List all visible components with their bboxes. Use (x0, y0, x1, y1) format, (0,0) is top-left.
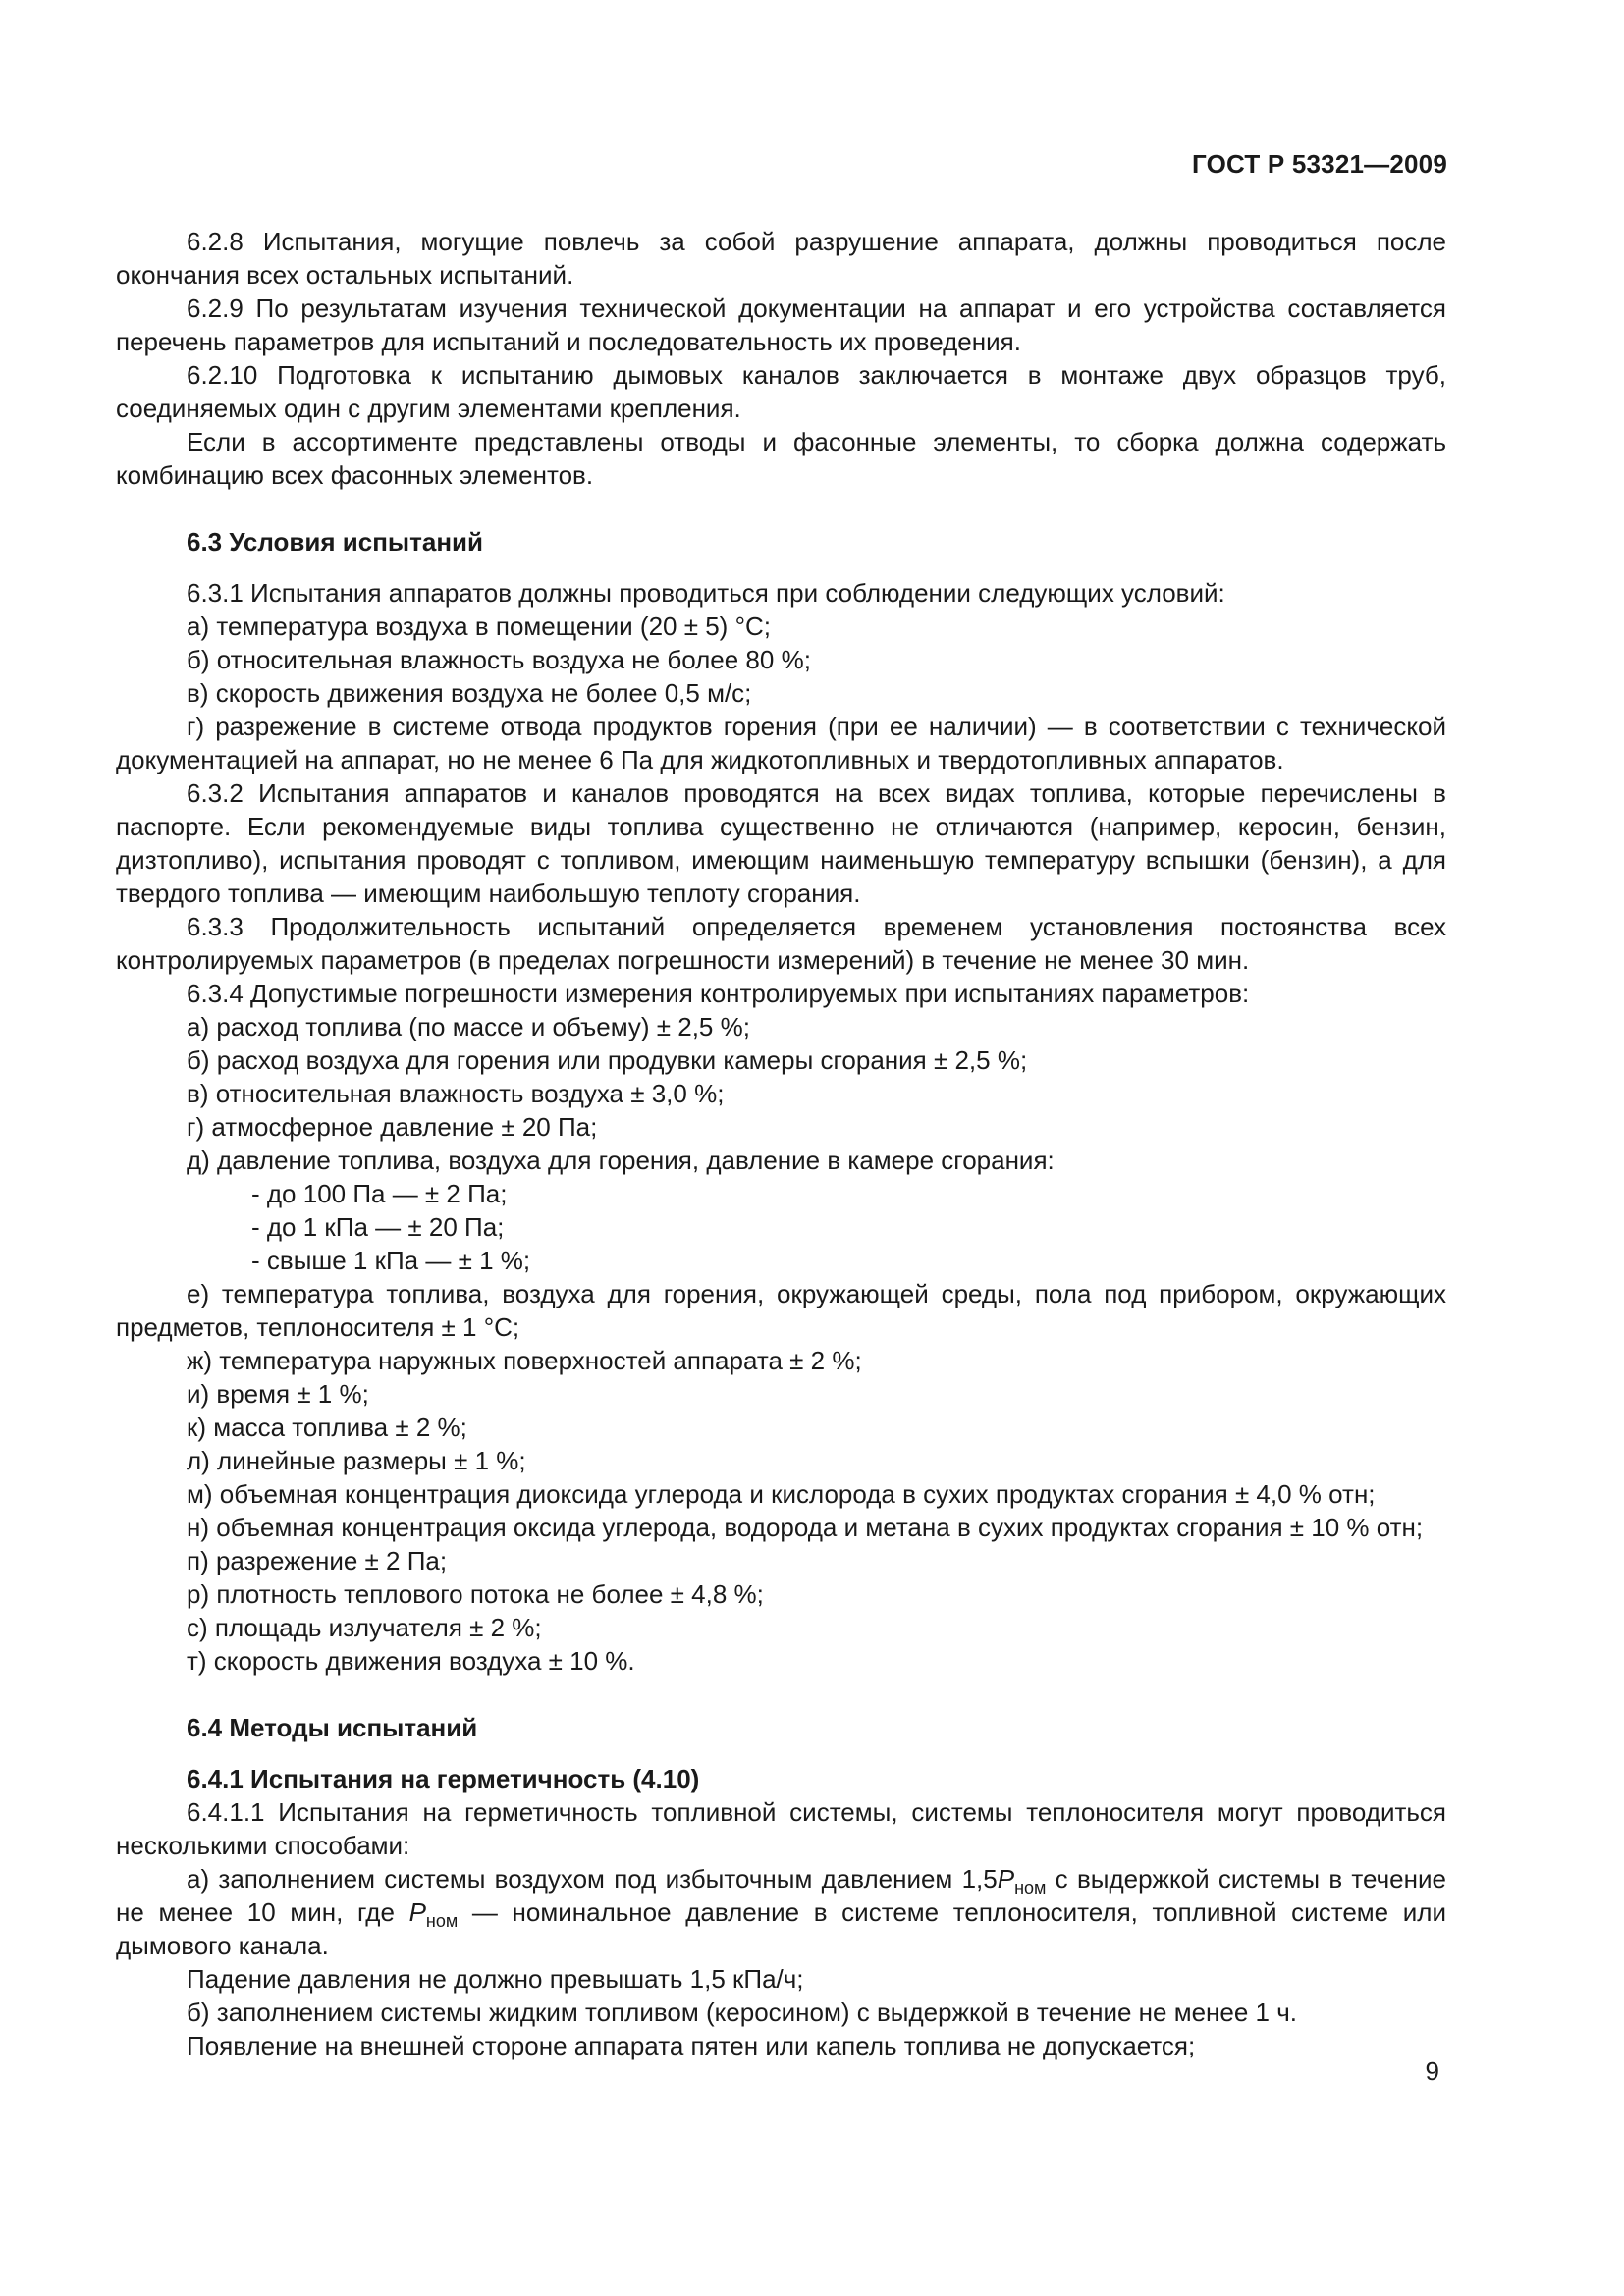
condition-item: б) относительная влажность воздуха не более 80 %; (187, 645, 811, 674)
method-item-a: а) заполнением системы воздухом под избыточным давлением $1,5P_{ном}$ с выдержкой системы в течение не менее 10 мин, где $P_{ном}$ — номинальное давление в системе теплоносителя, топливной системе или дымового канала. (116, 1864, 1446, 1960)
subsection-heading-6-4-1: 6.4.1 Испытания на герметичность (4.10) (187, 1764, 700, 1793)
condition-item: в) скорость движения воздуха не более 0,5 м/с; (187, 678, 752, 708)
paragraph-pressure-drop: Падение давления не должно превышать 1,5 кПа/ч; (187, 1964, 804, 1994)
error-item: п) разрежение ± 2 Па; (187, 1546, 448, 1575)
paragraph-assortment: Если в ассортименте представлены отводы и фасонные элементы, то сборка должна содержать комбинацию всех фасонных элементов. (116, 427, 1446, 490)
paragraph-6-3-4: 6.3.4 Допустимые погрешности измерения контролируемых при испытаниях параметров: (187, 979, 1250, 1008)
dash-item: - свыше 1 кПа — ± 1 %; (251, 1246, 531, 1275)
paragraph-6-2-9: 6.2.9 По результатам изучения технической документации на аппарат и его устройства составляется перечень параметров для испытаний и последовательность их проведения. (116, 294, 1446, 356)
dash-item: - до 1 кПа — ± 20 Па; (251, 1212, 505, 1242)
error-item: т) скорость движения воздуха ± 10 %. (187, 1646, 635, 1676)
paragraph-6-3-1: 6.3.1 Испытания аппаратов должны проводиться при соблюдении следующих условий: (187, 578, 1225, 608)
paragraph-spots: Появление на внешней стороне аппарата пятен или капель топлива не допускается; (187, 2031, 1196, 2060)
error-item: с) площадь излучателя ± 2 %; (187, 1613, 542, 1642)
condition-item: а) температура воздуха в помещении (20 ± 5) °С; (187, 612, 771, 641)
error-item: е) температура топлива, воздуха для горения, окружающей среды, пола под прибором, окружающих предметов, теплоносителя ± 1 °С; (116, 1279, 1446, 1342)
error-item: г) атмосферное давление ± 20 Па; (187, 1112, 598, 1142)
section-heading-6-3: 6.3 Условия испытаний (187, 527, 483, 557)
paragraph-6-2-8: 6.2.8 Испытания, могущие повлечь за собой разрушение аппарата, должны проводиться после окончания всех остальных испытаний. (116, 227, 1446, 290)
error-item: в) относительная влажность воздуха ± 3,0 %; (187, 1079, 725, 1108)
error-item: и) время ± 1 %; (187, 1379, 369, 1409)
page-number: 9 (1425, 2056, 1439, 2086)
condition-item: г) разрежение в системе отвода продуктов горения (при ее наличии) — в соответствии с технической документацией на аппарат, но не менее 6 Па для жидкотопливных и твердотопливных аппаратов. (116, 712, 1446, 774)
error-item: б) расход воздуха для горения или продувки камеры сгорания ± 2,5 %; (187, 1045, 1028, 1075)
error-item: к) масса топлива ± 2 %; (187, 1413, 467, 1442)
paragraph-6-4-1-1: 6.4.1.1 Испытания на герметичность топливной системы, системы теплоносителя могут проводиться несколькими способами: (116, 1797, 1446, 1860)
error-item: а) расход топлива (по массе и объему) ± 2,5 %; (187, 1012, 750, 1041)
dash-item: - до 100 Па — ± 2 Па; (251, 1179, 508, 1208)
document-body (116, 225, 1446, 2062)
paragraph-6-3-2: 6.3.2 Испытания аппаратов и каналов проводятся на всех видах топлива, которые перечислены в паспорте. Если рекомендуемые виды топлива существенно не отличаются (например, керосин, бензин, дизтопливо), испытания проводят с топливом, имеющим наименьшую температуру вспышки (бензин), а для твердого топлива — имеющим наибольшую теплоту сгорания. (116, 778, 1446, 908)
method-item-b: б) заполнением системы жидким топливом (керосином) с выдержкой в течение не менее 1 ч. (187, 1998, 1297, 2027)
error-item: д) давление топлива, воздуха для горения, давление в камере сгорания: (187, 1146, 1055, 1175)
error-item: л) линейные размеры ± 1 %; (187, 1446, 526, 1475)
paragraph-6-3-3: 6.3.3 Продолжительность испытаний определяется временем установления постоянства всех контролируемых параметров (в пределах погрешности измерений) в течение не менее 30 мин. (116, 912, 1446, 975)
error-item: ж) температура наружных поверхностей аппарата ± 2 %; (187, 1346, 862, 1375)
error-item: н) объемная концентрация оксида углерода, водорода и метана в сухих продуктах сгорания ± 10 % отн; (187, 1513, 1424, 1542)
standard-header: ГОСТ Р 53321—2009 (1192, 149, 1447, 179)
paragraph-6-2-10: 6.2.10 Подготовка к испытанию дымовых каналов заключается в монтаже двух образцов труб, соединяемых один с другим элементами крепления. (116, 360, 1446, 423)
section-heading-6-4: 6.4 Методы испытаний (187, 1713, 478, 1742)
error-item: р) плотность теплового потока не более ± 4,8 %; (187, 1579, 764, 1609)
error-item: м) объемная концентрация диоксида углерода и кислорода в сухих продуктах сгорания ± 4,0 % отн; (187, 1479, 1376, 1509)
